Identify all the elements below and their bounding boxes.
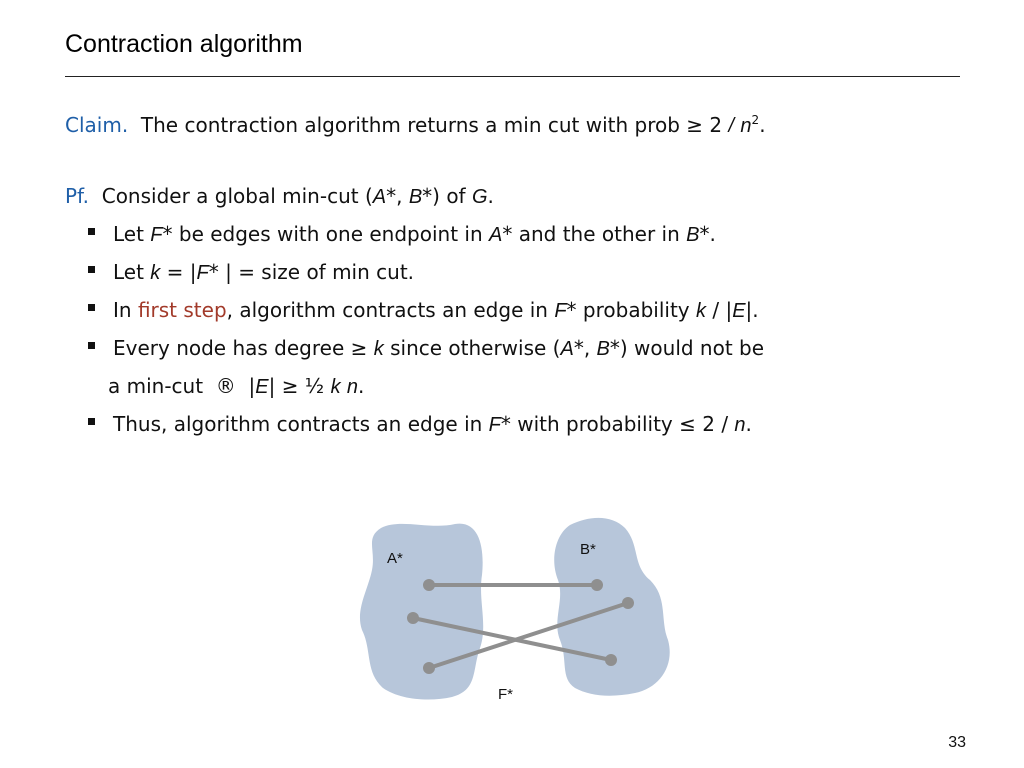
b1-b-star: * <box>699 222 710 246</box>
b1-let: Let <box>113 222 144 246</box>
node-b3 <box>622 597 634 609</box>
proof-a-star: * <box>386 184 397 208</box>
label-f-star: F* <box>498 686 513 703</box>
claim-var: n <box>740 115 752 137</box>
b4b-end: . <box>358 374 365 398</box>
b1-b: B <box>686 224 700 246</box>
proof-comma: , <box>396 184 409 208</box>
set-a-blob <box>360 524 483 700</box>
b4-text: Every node has degree ≥ <box>113 336 368 360</box>
b3-div: / | <box>712 298 733 322</box>
b4-a-star: * <box>573 336 584 360</box>
b4-wouldnt: ) would not be <box>619 336 765 360</box>
claim-ge: ≥ <box>686 113 704 137</box>
proof-intro-b: ) of <box>432 184 466 208</box>
b5-n: n <box>734 414 746 436</box>
b1-f: F <box>150 224 163 246</box>
b2-eq1: = | <box>166 260 197 284</box>
claim-slash: / <box>728 115 735 137</box>
b4-a: A <box>560 338 574 360</box>
b5-f: F <box>488 414 501 436</box>
claim-end: . <box>759 113 766 137</box>
node-b1 <box>591 579 603 591</box>
b4-k: k <box>373 338 384 360</box>
b1-mid: be edges with one endpoint in <box>178 222 483 246</box>
b4b-close: | ≥ ½ <box>268 374 325 398</box>
b1-star: * <box>162 222 173 246</box>
proof-period: . <box>487 184 494 208</box>
b3-e: E <box>732 300 746 322</box>
b4b-n: n <box>346 376 359 398</box>
b4-comma: , <box>583 336 597 360</box>
b5-end: . <box>745 412 752 436</box>
b3-f: F <box>554 300 567 322</box>
b3-star: * <box>566 298 577 322</box>
b2-f: F <box>196 262 209 284</box>
proof-label: Pf. <box>65 184 90 208</box>
b5-star: * <box>500 412 511 436</box>
label-b-star: B* <box>580 541 596 558</box>
b5-num: 2 / <box>702 412 729 436</box>
b2-k: k <box>150 262 161 284</box>
b4b-a: a min-cut <box>108 374 204 398</box>
b3-mid: , algorithm contracts an edge in <box>226 298 548 322</box>
claim-exp: 2 <box>751 113 760 127</box>
claim-num: 2 <box>709 113 723 137</box>
slide-title: Contraction algorithm <box>65 30 303 58</box>
b3-first-step: first step <box>137 298 227 322</box>
claim-label: Claim. <box>65 113 129 137</box>
node-a3 <box>423 662 435 674</box>
proof-a: A <box>372 186 387 208</box>
b3-end: |. <box>745 298 759 322</box>
node-a2 <box>407 612 419 624</box>
node-b2 <box>605 654 617 666</box>
b2-eq2: | = size of min cut. <box>225 260 415 284</box>
b3-in: In <box>113 298 132 322</box>
b2-star: * <box>208 260 219 284</box>
b4b-k: k <box>330 376 341 398</box>
proof-g: G <box>471 186 488 208</box>
b4-b-star: * <box>609 336 620 360</box>
proof-b: B <box>408 186 423 208</box>
b1-end: . <box>709 222 716 246</box>
b4b-arrow: ® <box>215 374 236 398</box>
proof-b-star: * <box>422 184 433 208</box>
b4b-e: E <box>255 376 269 398</box>
b1-a-star: * <box>502 222 513 246</box>
node-a1 <box>423 579 435 591</box>
label-a-star: A* <box>387 550 403 567</box>
proof-intro-a: Consider a global min-cut ( <box>101 184 373 208</box>
claim-text: The contraction algorithm returns a min cut with prob <box>140 113 680 137</box>
b3-k: k <box>695 300 706 322</box>
b4-since: since otherwise ( <box>390 336 561 360</box>
b2-let: Let <box>113 260 144 284</box>
b5-with: with probability ≤ <box>517 412 696 436</box>
page-number: 33 <box>948 734 966 751</box>
b4-b: B <box>596 338 610 360</box>
b1-a: A <box>489 224 503 246</box>
b3-prob: probability <box>582 298 690 322</box>
b5-text: Thus, algorithm contracts an edge in <box>113 412 483 436</box>
b4b-open: | <box>248 374 256 398</box>
b1-and: and the other in <box>518 222 680 246</box>
